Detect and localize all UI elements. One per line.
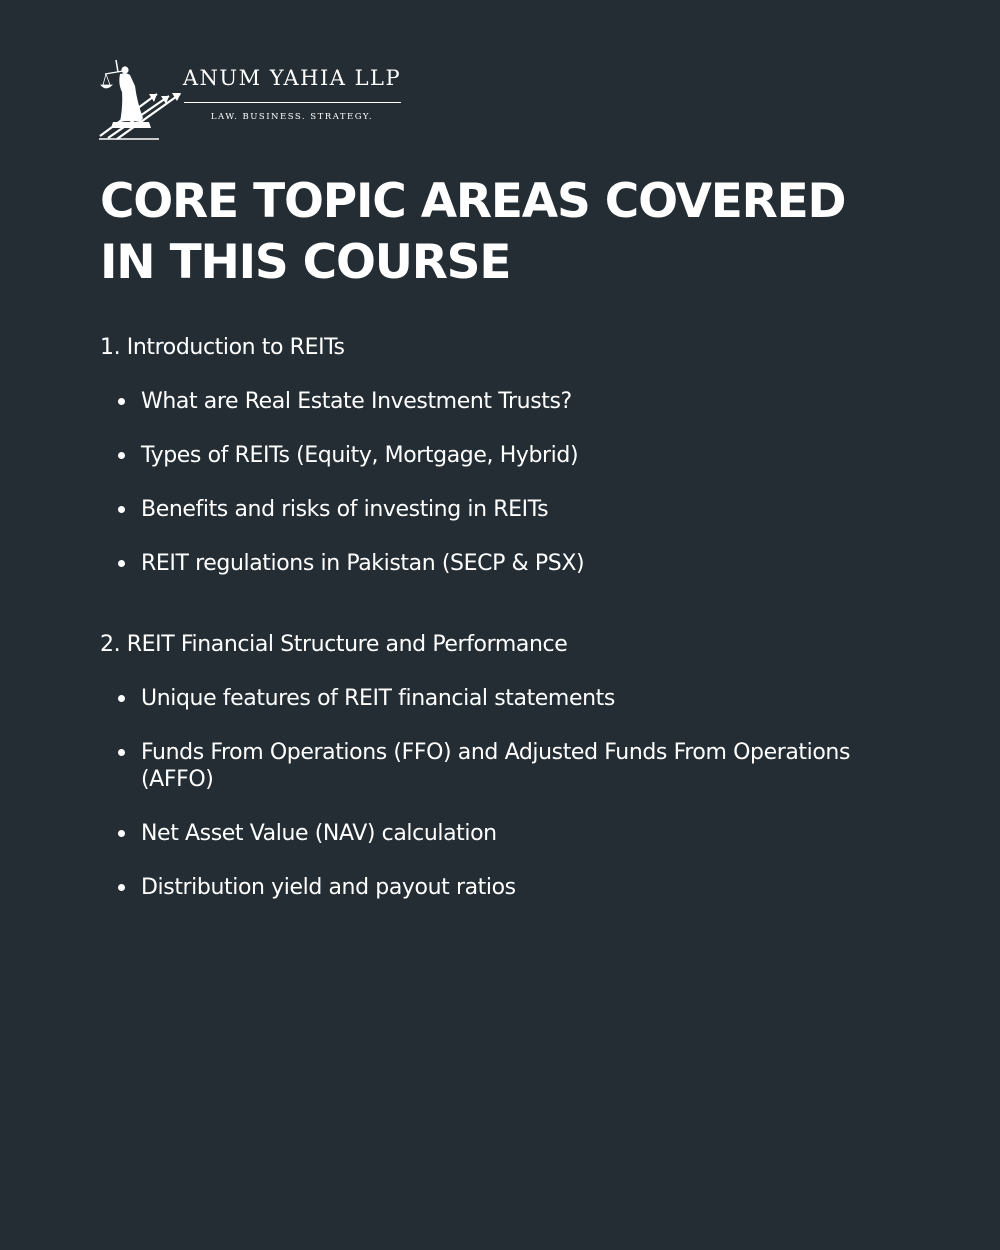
brand-logo xyxy=(99,58,409,142)
list-item xyxy=(100,388,920,415)
list-item-text: REIT regulations in Pakistan (SECP & PSX) xyxy=(141,551,585,576)
lady-justice-icon xyxy=(99,58,181,142)
section-introduction xyxy=(100,334,920,577)
list-item-text: Benefits and risks of investing in REITs xyxy=(141,497,549,522)
list-item-text: What are Real Estate Investment Trusts? xyxy=(141,389,572,414)
section-heading: 1. Introduction to REITs xyxy=(100,335,345,360)
bullet-icon xyxy=(118,884,125,891)
list-item xyxy=(100,496,920,523)
brand-name: ANUM YAHIA LLP xyxy=(182,66,402,90)
bullet-icon xyxy=(118,506,125,513)
title-line-1: CORE TOPIC AREAS COVERED xyxy=(100,174,846,229)
brand-divider xyxy=(184,102,401,103)
section-financial-structure xyxy=(100,631,920,901)
bullet-icon xyxy=(118,452,125,459)
list-item xyxy=(100,550,920,577)
list-item-text: Funds From Operations (FFO) and Adjusted Funds From Operations (AFFO) xyxy=(141,740,851,792)
bullet-icon xyxy=(118,695,125,702)
bullet-icon xyxy=(118,398,125,405)
list-item-text: Distribution yield and payout ratios xyxy=(141,875,516,900)
list-item xyxy=(100,685,920,712)
bullet-icon xyxy=(118,749,125,756)
list-item xyxy=(100,874,920,901)
list-item xyxy=(100,442,920,469)
section-heading: 2. REIT Financial Structure and Performance xyxy=(100,632,568,657)
list-item xyxy=(100,820,920,847)
page-title xyxy=(100,171,960,293)
list-item-text: Net Asset Value (NAV) calculation xyxy=(141,821,497,846)
brand-tagline: LAW. BUSINESS. STRATEGY. xyxy=(210,112,374,122)
list-item-text: Types of REITs (Equity, Mortgage, Hybrid) xyxy=(141,443,579,468)
bullet-list xyxy=(100,685,920,901)
title-line-2: IN THIS COURSE xyxy=(100,235,511,290)
bullet-list xyxy=(100,388,920,577)
bullet-icon xyxy=(118,560,125,567)
list-item xyxy=(100,739,920,793)
list-item-text: Unique features of REIT financial statements xyxy=(141,686,615,711)
bullet-icon xyxy=(118,830,125,837)
